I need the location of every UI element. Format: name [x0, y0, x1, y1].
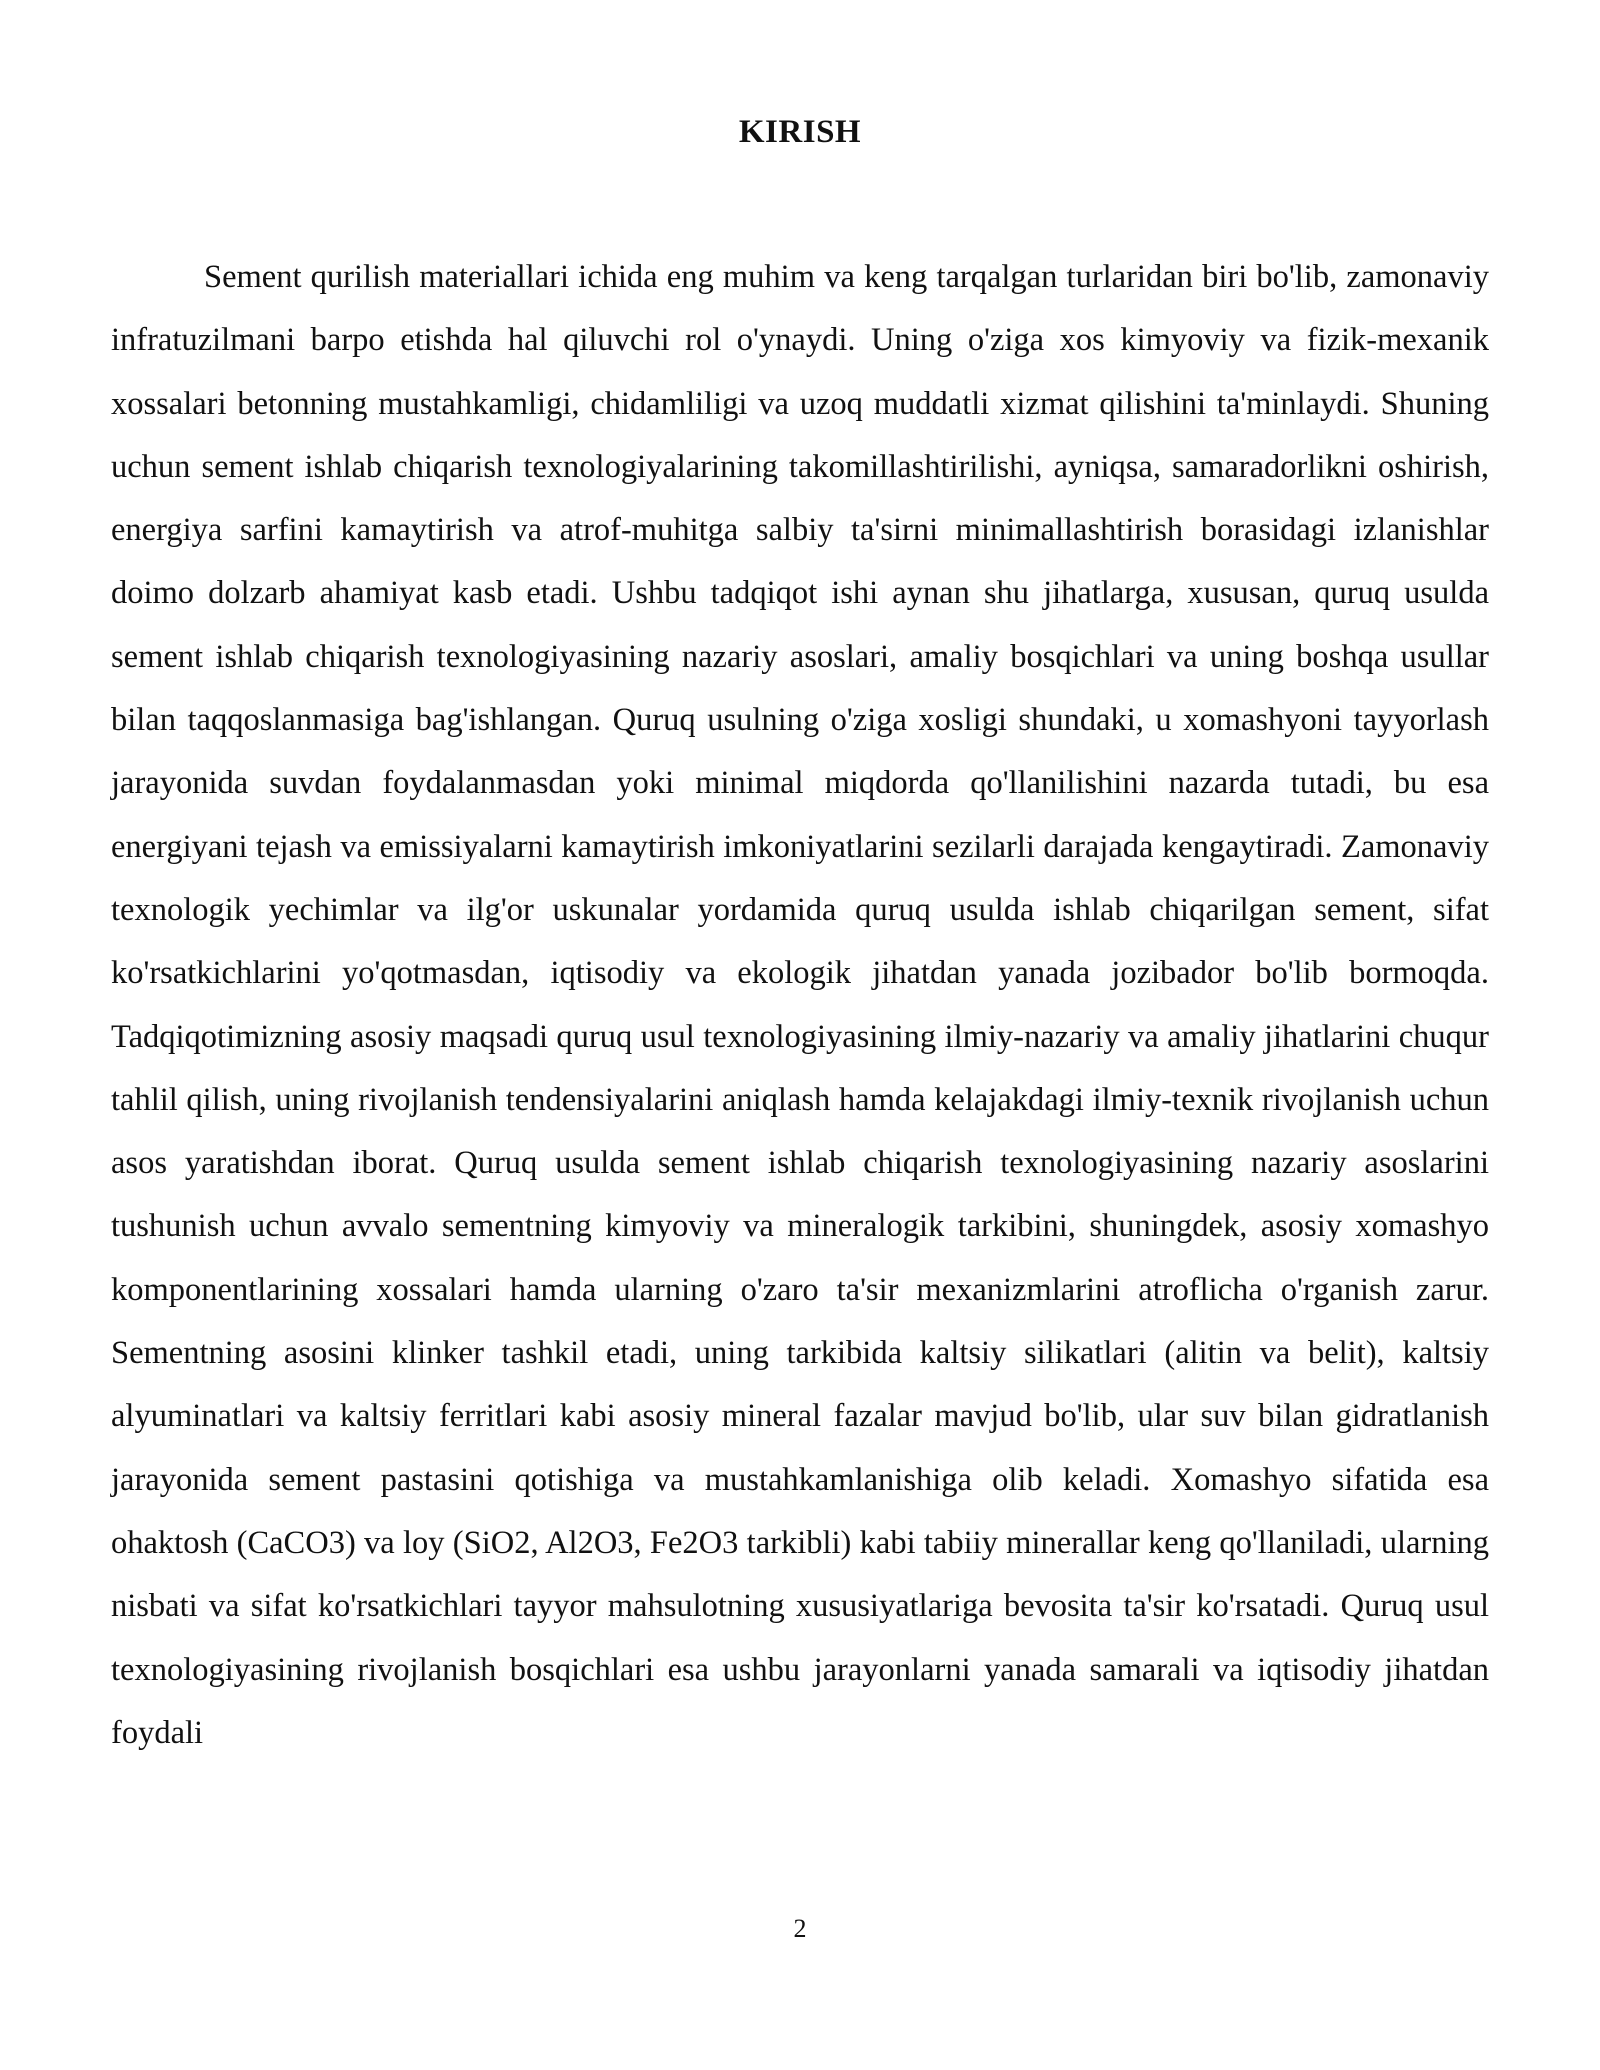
- section-title: KIRISH: [738, 114, 862, 150]
- page-number: 2: [793, 1914, 807, 1943]
- body-paragraph: Sement qurilish materiallari ichida eng muhim va keng tarqalgan turlaridan biri bo'lib, zamonaviy infratuzilmani barpo etishda hal qiluvchi rol o'ynaydi. Uning o'ziga xos kimyoviy va fizik-mexanik xossalari betonning mustahkamligi, chidamliligi va uzoq muddatli xizmat qilishini ta'minlaydi. Shuning uchun sement ishlab chiqarish texnologiyalarining takomillashtirilishi, ayniqsa, samaradorlikni oshirish, energiya sarfini kamaytirish va atrof-muhitga salbiy ta'sirni minimallashtirish borasidagi izlanishlar doimo dolzarb ahamiyat kasb etadi. Ushbu tadqiqot ishi aynan shu jihatlarga, xususan, quruq usulda sement ishlab chiqarish texnologiyasining nazariy asoslari, amaliy bosqichlari va uning boshqa usullar bilan taqqoslanmasiga bag'ishlangan. Quruq usulning o'ziga xosligi shundaki, u xomashyoni tayyorlash jarayonida suvdan foydalanmasdan yoki minimal miqdorda qo'llanilishini nazarda tutadi, bu esa energiyani tejash va emissiyalarni kamaytirish imkoniyatlarini sezilarli darajada kengaytiradi. Zamonaviy texnologik yechimlar va ilg'or uskunalar yordamida quruq usulda ishlab chiqarilgan sement, sifat ko'rsatkichlarini yo'qotmasdan, iqtisodiy va ekologik jihatdan yanada jozibador bo'lib bormoqda. Tadqiqotimizning asosiy maqsadi quruq usul texnologiyasining ilmiy-nazariy va amaliy jihatlarini chuqur tahlil qilish, uning rivojlanish tendensiyalarini aniqlash hamda kelajakdagi ilmiy-texnik rivojlanish uchun asos yaratishdan iborat. Quruq usulda sement ishlab chiqarish texnologiyasining nazariy asoslarini tushunish uchun avvalo sementning kimyoviy va mineralogik tarkibini, shuningdek, asosiy xomashyo komponentlarining xossalari hamda ularning o'zaro ta'sir mexanizmlarini atroflicha o'rganish zarur. Sementning asosini klinker tashkil etadi, uning tarkibida kaltsiy silikatlari (alitin va belit), kaltsiy alyuminatlari va kaltsiy ferritlari kabi asosiy mineral fazalar mavjud bo'lib, ular suv bilan gidratlanish jarayonida sement pastasini qotishiga va mustahkamlanishiga olib keladi. Xomashyo sifatida esa ohaktosh (CaCO3) va loy (SiO2, Al2O3, Fe2O3 tarkibli) kabi tabiiy minerallar keng qo'llaniladi, ularning nisbati va sifat ko'rsatkichlari tayyor mahsulotning xususiyatlariga bevosita ta'sir ko'rsatadi. Quruq usul texnologiyasining rivojlanish bosqichlari esa ushbu jarayonlarni yanada samarali va iqtisodiy jihatdan foydali: [111, 259, 1489, 1751]
